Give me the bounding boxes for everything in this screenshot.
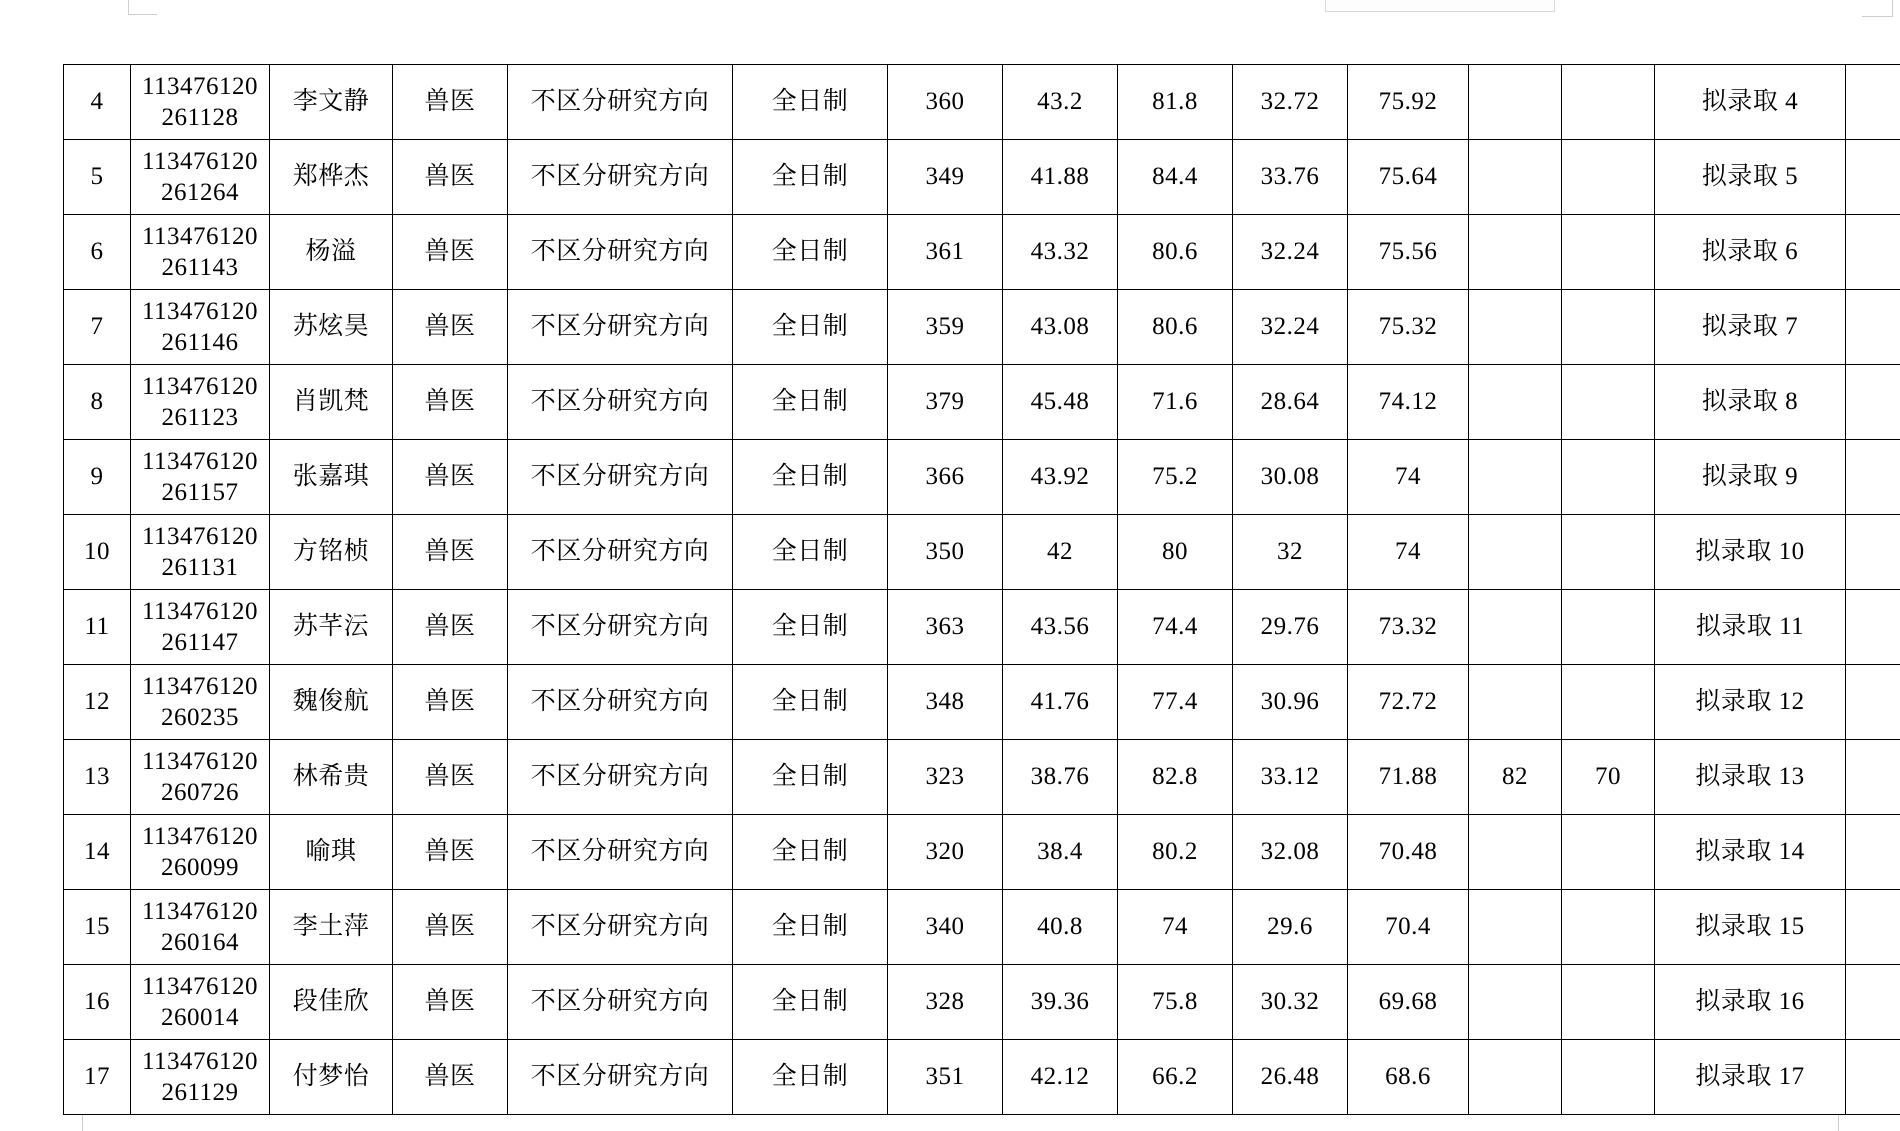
cell-score-3: 80.6 [1118, 215, 1233, 290]
cell-total: 74 [1348, 515, 1469, 590]
exam-id-line-2: 261131 [133, 552, 267, 583]
cell-score-4: 26.48 [1233, 1040, 1348, 1115]
cell-major: 兽医 [393, 65, 508, 140]
cell-score-1: 360 [888, 65, 1003, 140]
cell-index: 8 [64, 365, 131, 440]
cell-direction: 不区分研究方向 [508, 440, 733, 515]
cell-result: 拟录取 7 [1655, 290, 1846, 365]
exam-id-line-1: 113476120 [133, 821, 267, 852]
cell-score-3: 80.2 [1118, 815, 1233, 890]
cell-total: 74 [1348, 440, 1469, 515]
cell-major: 兽医 [393, 590, 508, 665]
cell-score-1: 379 [888, 365, 1003, 440]
exam-id-line-1: 113476120 [133, 146, 267, 177]
cell-extra-2 [1562, 965, 1655, 1040]
cell-study-mode: 全日制 [733, 665, 888, 740]
cell-score-3: 84.4 [1118, 140, 1233, 215]
cell-exam-id [131, 665, 270, 740]
cell-major: 兽医 [393, 365, 508, 440]
cell-exam-id [131, 1040, 270, 1115]
cell-tail [1846, 665, 1900, 740]
exam-id-line-1: 113476120 [133, 746, 267, 777]
cell-name: 郑桦杰 [270, 140, 393, 215]
cell-tail [1846, 890, 1900, 965]
cell-name: 付梦怡 [270, 1040, 393, 1115]
cell-exam-id [131, 590, 270, 665]
cell-direction: 不区分研究方向 [508, 140, 733, 215]
cell-extra-2 [1562, 515, 1655, 590]
exam-id-line-1: 113476120 [133, 1046, 267, 1077]
cell-name: 苏炫昊 [270, 290, 393, 365]
exam-id-line-1: 113476120 [133, 671, 267, 702]
table-row [64, 515, 1900, 590]
table-row [64, 590, 1900, 665]
cell-score-1: 363 [888, 590, 1003, 665]
cell-extra-1 [1469, 440, 1562, 515]
cell-extra-2 [1562, 890, 1655, 965]
table-row [64, 1040, 1900, 1115]
cell-exam-id [131, 365, 270, 440]
table-row [64, 365, 1900, 440]
cell-total: 75.64 [1348, 140, 1469, 215]
cell-study-mode: 全日制 [733, 740, 888, 815]
cell-score-4: 32.24 [1233, 290, 1348, 365]
cell-tail [1846, 140, 1900, 215]
cell-result: 拟录取 10 [1655, 515, 1846, 590]
cell-extra-2: 70 [1562, 740, 1655, 815]
cell-result: 拟录取 6 [1655, 215, 1846, 290]
exam-id-line-2: 260726 [133, 777, 267, 808]
cell-score-4: 30.96 [1233, 665, 1348, 740]
exam-id-line-2: 261264 [133, 177, 267, 208]
cell-score-4: 29.6 [1233, 890, 1348, 965]
exam-id-line-2: 261147 [133, 627, 267, 658]
cell-extra-1 [1469, 890, 1562, 965]
cell-major: 兽医 [393, 965, 508, 1040]
cell-total: 71.88 [1348, 740, 1469, 815]
cell-total: 69.68 [1348, 965, 1469, 1040]
cell-extra-2 [1562, 1040, 1655, 1115]
exam-id-line-1: 113476120 [133, 896, 267, 927]
cell-study-mode: 全日制 [733, 140, 888, 215]
table-row [64, 215, 1900, 290]
cell-index: 6 [64, 215, 131, 290]
cell-tail [1846, 740, 1900, 815]
cell-direction: 不区分研究方向 [508, 890, 733, 965]
cell-extra-2 [1562, 440, 1655, 515]
cell-score-4: 28.64 [1233, 365, 1348, 440]
cell-tail [1846, 515, 1900, 590]
cell-result: 拟录取 13 [1655, 740, 1846, 815]
cell-direction: 不区分研究方向 [508, 515, 733, 590]
cell-major: 兽医 [393, 815, 508, 890]
cell-direction: 不区分研究方向 [508, 815, 733, 890]
cell-result: 拟录取 17 [1655, 1040, 1846, 1115]
cell-total: 68.6 [1348, 1040, 1469, 1115]
cell-study-mode: 全日制 [733, 290, 888, 365]
cell-index: 5 [64, 140, 131, 215]
cell-study-mode: 全日制 [733, 440, 888, 515]
exam-id-line-2: 260014 [133, 1002, 267, 1033]
cell-score-2: 41.88 [1003, 140, 1118, 215]
cell-result: 拟录取 16 [1655, 965, 1846, 1040]
cell-result: 拟录取 11 [1655, 590, 1846, 665]
cell-name: 张嘉琪 [270, 440, 393, 515]
cell-exam-id [131, 440, 270, 515]
cell-score-2: 41.76 [1003, 665, 1118, 740]
cell-tail [1846, 590, 1900, 665]
cell-score-4: 32.24 [1233, 215, 1348, 290]
admission-table-container [63, 64, 1845, 1115]
exam-id-line-2: 261128 [133, 102, 267, 133]
cell-index: 9 [64, 440, 131, 515]
exam-id-line-1: 113476120 [133, 596, 267, 627]
cell-index: 14 [64, 815, 131, 890]
cell-total: 74.12 [1348, 365, 1469, 440]
cell-major: 兽医 [393, 440, 508, 515]
cell-extra-2 [1562, 65, 1655, 140]
cell-direction: 不区分研究方向 [508, 665, 733, 740]
cell-index: 13 [64, 740, 131, 815]
cell-score-2: 43.32 [1003, 215, 1118, 290]
cell-exam-id [131, 890, 270, 965]
cell-extra-1 [1469, 290, 1562, 365]
cell-extra-1 [1469, 215, 1562, 290]
cell-score-1: 361 [888, 215, 1003, 290]
cell-score-4: 32 [1233, 515, 1348, 590]
cell-study-mode: 全日制 [733, 890, 888, 965]
cell-tail [1846, 815, 1900, 890]
cell-score-4: 33.76 [1233, 140, 1348, 215]
cell-score-3: 75.8 [1118, 965, 1233, 1040]
cell-score-1: 323 [888, 740, 1003, 815]
cell-extra-1 [1469, 140, 1562, 215]
cell-score-4: 32.72 [1233, 65, 1348, 140]
cell-name: 段佳欣 [270, 965, 393, 1040]
cell-score-3: 71.6 [1118, 365, 1233, 440]
cell-study-mode: 全日制 [733, 515, 888, 590]
cell-major: 兽医 [393, 215, 508, 290]
cell-score-2: 39.36 [1003, 965, 1118, 1040]
cell-total: 72.72 [1348, 665, 1469, 740]
cell-index: 7 [64, 290, 131, 365]
table-row [64, 890, 1900, 965]
cell-score-1: 349 [888, 140, 1003, 215]
cell-study-mode: 全日制 [733, 965, 888, 1040]
cell-score-3: 75.2 [1118, 440, 1233, 515]
exam-id-line-1: 113476120 [133, 71, 267, 102]
cell-extra-1 [1469, 815, 1562, 890]
cell-study-mode: 全日制 [733, 365, 888, 440]
cell-score-1: 350 [888, 515, 1003, 590]
cell-total: 70.48 [1348, 815, 1469, 890]
cell-index: 10 [64, 515, 131, 590]
exam-id-line-1: 113476120 [133, 971, 267, 1002]
cell-index: 12 [64, 665, 131, 740]
exam-id-line-2: 260235 [133, 702, 267, 733]
cell-direction: 不区分研究方向 [508, 215, 733, 290]
exam-id-line-2: 261143 [133, 252, 267, 283]
cell-extra-1 [1469, 965, 1562, 1040]
exam-id-line-2: 260164 [133, 927, 267, 958]
cell-extra-2 [1562, 215, 1655, 290]
cell-score-2: 38.4 [1003, 815, 1118, 890]
cell-tail [1846, 65, 1900, 140]
cell-tail [1846, 365, 1900, 440]
cell-name: 林希贵 [270, 740, 393, 815]
cell-index: 17 [64, 1040, 131, 1115]
cell-result: 拟录取 15 [1655, 890, 1846, 965]
cell-index: 4 [64, 65, 131, 140]
cell-exam-id [131, 815, 270, 890]
cell-total: 75.32 [1348, 290, 1469, 365]
cell-name: 肖凯梵 [270, 365, 393, 440]
cell-name: 方铭桢 [270, 515, 393, 590]
cell-score-3: 81.8 [1118, 65, 1233, 140]
cell-score-4: 33.12 [1233, 740, 1348, 815]
cell-major: 兽医 [393, 890, 508, 965]
cell-tail [1846, 290, 1900, 365]
cell-score-2: 43.2 [1003, 65, 1118, 140]
table-row [64, 740, 1900, 815]
cell-score-4: 30.32 [1233, 965, 1348, 1040]
cell-extra-1 [1469, 515, 1562, 590]
cell-score-2: 42.12 [1003, 1040, 1118, 1115]
cell-name: 杨溢 [270, 215, 393, 290]
admission-table [63, 64, 1900, 1115]
cell-score-1: 348 [888, 665, 1003, 740]
cell-name: 喻琪 [270, 815, 393, 890]
cell-study-mode: 全日制 [733, 1040, 888, 1115]
cell-extra-1 [1469, 665, 1562, 740]
cell-name: 李文静 [270, 65, 393, 140]
cell-score-4: 32.08 [1233, 815, 1348, 890]
cell-extra-1: 82 [1469, 740, 1562, 815]
cell-total: 73.32 [1348, 590, 1469, 665]
exam-id-line-1: 113476120 [133, 521, 267, 552]
cell-major: 兽医 [393, 740, 508, 815]
cell-result: 拟录取 5 [1655, 140, 1846, 215]
cell-extra-2 [1562, 815, 1655, 890]
cell-study-mode: 全日制 [733, 590, 888, 665]
exam-id-line-1: 113476120 [133, 221, 267, 252]
cell-exam-id [131, 965, 270, 1040]
cell-result: 拟录取 4 [1655, 65, 1846, 140]
cell-score-1: 366 [888, 440, 1003, 515]
cell-score-1: 340 [888, 890, 1003, 965]
cell-major: 兽医 [393, 665, 508, 740]
exam-id-line-2: 261123 [133, 402, 267, 433]
cell-index: 16 [64, 965, 131, 1040]
cell-exam-id [131, 515, 270, 590]
cell-exam-id [131, 740, 270, 815]
cell-direction: 不区分研究方向 [508, 65, 733, 140]
exam-id-line-2: 260099 [133, 852, 267, 883]
cell-extra-2 [1562, 665, 1655, 740]
crop-mark-top-left [128, 0, 157, 15]
exam-id-line-1: 113476120 [133, 296, 267, 327]
cell-exam-id [131, 215, 270, 290]
cell-extra-2 [1562, 140, 1655, 215]
cell-tail [1846, 965, 1900, 1040]
exam-id-line-1: 113476120 [133, 371, 267, 402]
cell-direction: 不区分研究方向 [508, 965, 733, 1040]
cell-direction: 不区分研究方向 [508, 290, 733, 365]
cell-score-1: 320 [888, 815, 1003, 890]
cell-study-mode: 全日制 [733, 215, 888, 290]
cell-score-3: 74.4 [1118, 590, 1233, 665]
table-row [64, 815, 1900, 890]
cell-score-2: 45.48 [1003, 365, 1118, 440]
cell-name: 苏芊沄 [270, 590, 393, 665]
cell-result: 拟录取 8 [1655, 365, 1846, 440]
cell-extra-2 [1562, 290, 1655, 365]
cell-score-3: 66.2 [1118, 1040, 1233, 1115]
cell-score-1: 359 [888, 290, 1003, 365]
cell-extra-1 [1469, 365, 1562, 440]
cell-study-mode: 全日制 [733, 65, 888, 140]
cell-score-3: 82.8 [1118, 740, 1233, 815]
cell-direction: 不区分研究方向 [508, 1040, 733, 1115]
cell-result: 拟录取 9 [1655, 440, 1846, 515]
cell-score-1: 351 [888, 1040, 1003, 1115]
cell-name: 李土萍 [270, 890, 393, 965]
cell-score-2: 40.8 [1003, 890, 1118, 965]
cell-direction: 不区分研究方向 [508, 740, 733, 815]
table-row [64, 965, 1900, 1040]
cell-tail [1846, 1040, 1900, 1115]
cell-extra-2 [1562, 590, 1655, 665]
cell-result: 拟录取 12 [1655, 665, 1846, 740]
cell-extra-1 [1469, 1040, 1562, 1115]
cell-exam-id [131, 290, 270, 365]
exam-id-line-1: 113476120 [133, 446, 267, 477]
cell-exam-id [131, 140, 270, 215]
exam-id-line-2: 261129 [133, 1077, 267, 1108]
cell-score-3: 74 [1118, 890, 1233, 965]
cell-direction: 不区分研究方向 [508, 365, 733, 440]
cell-score-4: 29.76 [1233, 590, 1348, 665]
cell-score-2: 43.92 [1003, 440, 1118, 515]
cell-score-3: 80.6 [1118, 290, 1233, 365]
cell-total: 75.56 [1348, 215, 1469, 290]
table-row [64, 290, 1900, 365]
cell-score-2: 42 [1003, 515, 1118, 590]
cell-score-2: 43.08 [1003, 290, 1118, 365]
cell-score-2: 38.76 [1003, 740, 1118, 815]
cell-major: 兽医 [393, 515, 508, 590]
cell-score-4: 30.08 [1233, 440, 1348, 515]
exam-id-line-2: 261157 [133, 477, 267, 508]
table-row [64, 440, 1900, 515]
crop-mark-top-right [1862, 0, 1893, 17]
table-row [64, 665, 1900, 740]
cell-result: 拟录取 14 [1655, 815, 1846, 890]
cell-score-3: 77.4 [1118, 665, 1233, 740]
cell-major: 兽医 [393, 140, 508, 215]
cell-major: 兽医 [393, 290, 508, 365]
page-header-artifact [1325, 0, 1555, 12]
cell-exam-id [131, 65, 270, 140]
cell-extra-1 [1469, 590, 1562, 665]
exam-id-line-2: 261146 [133, 327, 267, 358]
cell-score-2: 43.56 [1003, 590, 1118, 665]
table-row [64, 65, 1900, 140]
cell-total: 75.92 [1348, 65, 1469, 140]
cell-score-3: 80 [1118, 515, 1233, 590]
cell-name: 魏俊航 [270, 665, 393, 740]
admission-table-body [64, 65, 1900, 1115]
cell-major: 兽医 [393, 1040, 508, 1115]
cell-study-mode: 全日制 [733, 815, 888, 890]
cell-index: 15 [64, 890, 131, 965]
cell-total: 70.4 [1348, 890, 1469, 965]
cell-tail [1846, 215, 1900, 290]
cell-extra-1 [1469, 65, 1562, 140]
cell-index: 11 [64, 590, 131, 665]
cell-extra-2 [1562, 365, 1655, 440]
cell-score-1: 328 [888, 965, 1003, 1040]
cell-tail [1846, 440, 1900, 515]
cell-direction: 不区分研究方向 [508, 590, 733, 665]
table-row [64, 140, 1900, 215]
